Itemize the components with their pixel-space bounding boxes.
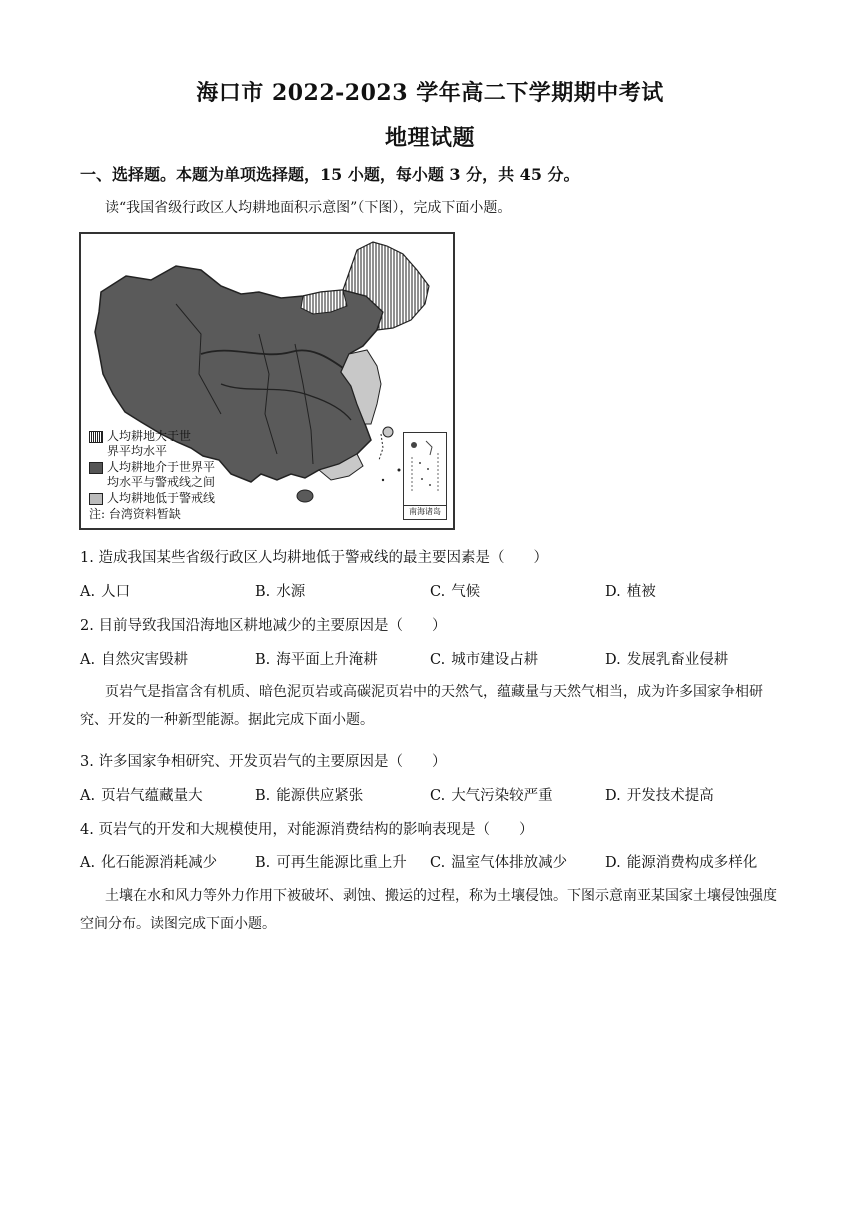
option-label: D. bbox=[605, 788, 621, 804]
option-label: D. bbox=[605, 652, 621, 668]
question-stem: 3. 许多国家争相研究、开发页岩气的主要原因是（ ） bbox=[80, 754, 447, 770]
map-legend bbox=[89, 429, 225, 522]
option-text: 温室气体排放减少 bbox=[451, 855, 568, 871]
option-label: D. bbox=[605, 584, 621, 600]
option-label: C. bbox=[430, 584, 446, 600]
page-subtitle: 地理试题 bbox=[384, 125, 475, 151]
option-text: 页岩气蕴藏量大 bbox=[101, 788, 203, 804]
legend-item bbox=[89, 460, 225, 490]
question-stem: 4. 页岩气的开发和大规模使用，对能源消费结构的影响表现是（ ） bbox=[80, 822, 534, 838]
china-farmland-map bbox=[79, 232, 455, 530]
option-a bbox=[80, 851, 217, 872]
option-b bbox=[255, 851, 407, 872]
page-title: 海口市 2022-2023 学年高二下学期期中考试 bbox=[196, 80, 664, 106]
option-text: 城市建设占耕 bbox=[451, 652, 539, 668]
option-label: A. bbox=[80, 652, 96, 668]
legend-item bbox=[89, 429, 225, 459]
option-d bbox=[605, 851, 757, 872]
option-text: 能源消费构成多样化 bbox=[626, 855, 758, 871]
option-label: B. bbox=[255, 584, 271, 600]
map-note: 注: 台湾资料暂缺 bbox=[89, 507, 181, 521]
legend-label: 人均耕地大于世界平均水平 bbox=[107, 429, 192, 458]
option-text: 自然灾害毁耕 bbox=[101, 652, 189, 668]
inset-islands bbox=[404, 433, 444, 503]
question-stem: 2. 目前导致我国沿海地区耕地减少的主要原因是（ ） bbox=[80, 618, 447, 634]
option-c bbox=[430, 851, 567, 872]
option-a bbox=[80, 648, 188, 669]
inset-label: 南海诸岛 bbox=[404, 505, 446, 517]
light-swatch bbox=[89, 493, 103, 505]
option-text: 大气污染较严重 bbox=[451, 788, 553, 804]
option-d bbox=[605, 580, 656, 601]
option-b bbox=[255, 580, 305, 601]
option-text: 植被 bbox=[626, 584, 656, 600]
option-text: 开发技术提高 bbox=[626, 788, 714, 804]
option-a bbox=[80, 580, 130, 601]
option-text: 能源供应紧张 bbox=[276, 788, 364, 804]
question-stem: 1. 造成我国某些省级行政区人均耕地低于警戒线的最主要因素是（ ） bbox=[80, 550, 548, 566]
option-d bbox=[605, 648, 728, 669]
dark-swatch bbox=[89, 462, 103, 474]
option-label: B. bbox=[255, 652, 271, 668]
section-heading: 一、选择题。本题为单项选择题，15 小题，每小题 3 分，共 45 分。 bbox=[80, 165, 580, 184]
option-text: 海平面上升淹耕 bbox=[276, 652, 378, 668]
option-text: 可再生能源比重上升 bbox=[276, 855, 407, 871]
option-label: C. bbox=[430, 855, 446, 871]
option-text: 水源 bbox=[276, 584, 306, 600]
option-text: 人口 bbox=[101, 584, 131, 600]
option-a bbox=[80, 784, 203, 805]
map-intro: 读“我国省级行政区人均耕地面积示意图”（下图），完成下面小题。 bbox=[105, 200, 512, 216]
hatch-swatch bbox=[89, 431, 103, 443]
option-c bbox=[430, 580, 480, 601]
option-label: B. bbox=[255, 788, 271, 804]
option-label: A. bbox=[80, 788, 96, 804]
option-label: B. bbox=[255, 855, 271, 871]
shale-gas-intro: 页岩气是指富含有机质、暗色泥页岩或高碳泥页岩中的天然气，蕴藏量与天然气相当，成为许多国家争相研究、开发的一种新型能源。据此完成下面小题。 bbox=[80, 684, 763, 728]
option-label: C. bbox=[430, 652, 446, 668]
option-label: A. bbox=[80, 855, 96, 871]
legend-label: 人均耕地低于警戒线 bbox=[107, 491, 216, 505]
option-text: 发展乳畜业侵耕 bbox=[626, 652, 729, 668]
map-light-region bbox=[383, 427, 393, 437]
option-label: D. bbox=[605, 855, 621, 871]
option-d bbox=[605, 784, 714, 805]
option-label: C. bbox=[430, 788, 446, 804]
option-text: 化石能源消耗减少 bbox=[101, 855, 218, 871]
option-c bbox=[430, 784, 553, 805]
option-c bbox=[430, 648, 538, 669]
option-label: A. bbox=[80, 584, 96, 600]
south-china-sea-inset bbox=[403, 432, 447, 520]
legend-label: 人均耕地介于世界平均水平与警戒线之间 bbox=[107, 460, 216, 489]
soil-erosion-intro: 土壤在水和风力等外力作用下被破坏、剥蚀、搬运的过程，称为土壤侵蚀。下图示意南亚某国家土壤侵蚀强度空间分布。读图完成下面小题。 bbox=[80, 888, 777, 932]
map-dark-region bbox=[297, 490, 313, 502]
option-text: 气候 bbox=[451, 584, 481, 600]
legend-item bbox=[89, 491, 225, 506]
option-b bbox=[255, 784, 363, 805]
option-b bbox=[255, 648, 378, 669]
